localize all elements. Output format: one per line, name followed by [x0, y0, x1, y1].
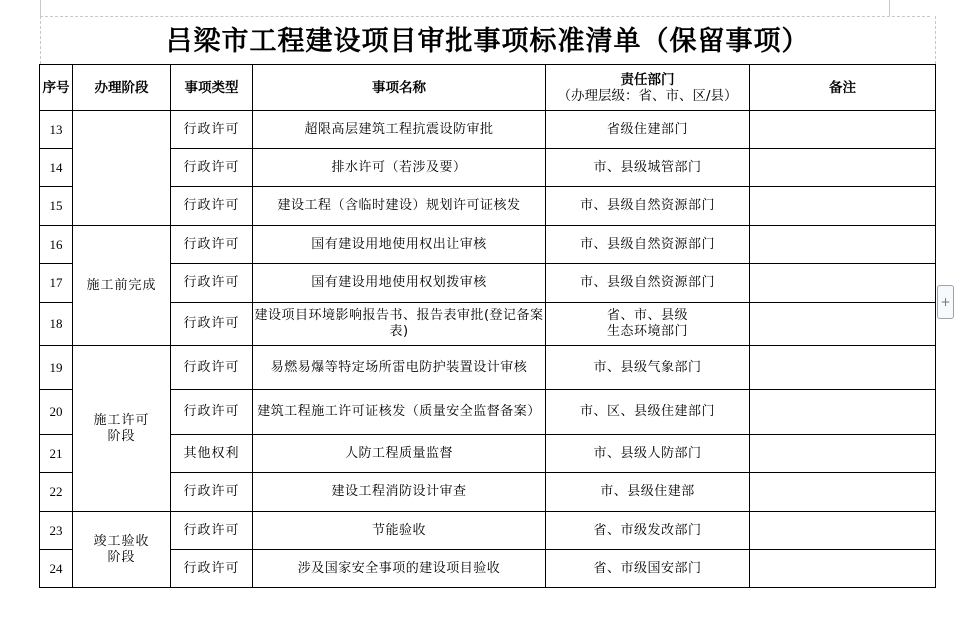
cell-type: 行政许可 — [171, 111, 253, 149]
cell-seq: 14 — [40, 149, 73, 187]
cell-note[interactable] — [750, 550, 936, 588]
cell-stage: 竣工验收阶段 — [73, 512, 171, 588]
header-seq: 序号 — [40, 65, 73, 111]
cell-dept: 市、县级人防部门 — [546, 435, 750, 473]
page-margin-guide — [889, 0, 890, 16]
page-margin-guide — [935, 16, 936, 64]
cell-item-name: 易燃易爆等特定场所雷电防护装置设计审核 — [253, 346, 546, 390]
cell-type: 行政许可 — [171, 264, 253, 303]
cell-dept: 市、县级住建部 — [546, 473, 750, 512]
cell-item-name: 建设工程（含临时建设）规划许可证核发 — [253, 187, 546, 226]
cell-dept: 省、市级国安部门 — [546, 550, 750, 588]
cell-item-name: 节能验收 — [253, 512, 546, 550]
table-row — [40, 149, 936, 187]
cell-type: 行政许可 — [171, 303, 253, 346]
cell-item-name: 超限高层建筑工程抗震设防审批 — [253, 111, 546, 149]
header-stage: 办理阶段 — [73, 65, 171, 111]
add-row-button[interactable]: + — [937, 285, 954, 319]
table-row — [40, 226, 936, 264]
cell-seq: 13 — [40, 111, 73, 149]
cell-type: 行政许可 — [171, 187, 253, 226]
cell-item-name: 国有建设用地使用权划拨审核 — [253, 264, 546, 303]
cell-seq: 22 — [40, 473, 73, 512]
cell-note[interactable] — [750, 346, 936, 390]
cell-dept: 市、县级自然资源部门 — [546, 187, 750, 226]
cell-note[interactable] — [750, 226, 936, 264]
header-note: 备注 — [750, 65, 936, 111]
cell-item-name: 国有建设用地使用权出让审核 — [253, 226, 546, 264]
cell-dept: 省、市、县级 生态环境部门 — [546, 303, 750, 346]
cell-note[interactable] — [750, 187, 936, 226]
cell-type: 行政许可 — [171, 226, 253, 264]
cell-item-name: 建设项目环境影响报告书、报告表审批(登记备案表) — [253, 303, 546, 346]
table-row — [40, 264, 936, 303]
cell-type: 其他权利 — [171, 435, 253, 473]
header-dept-sublabel: （办理层级：省、市、区/县） — [557, 87, 738, 104]
table-row — [40, 473, 936, 512]
cell-dept: 省级住建部门 — [546, 111, 750, 149]
document-title: 吕梁市工程建设项目审批事项标准清单（保留事项） — [165, 26, 810, 57]
cell-item-name: 人防工程质量监督 — [253, 435, 546, 473]
cell-note[interactable] — [750, 473, 936, 512]
cell-dept: 市、县级自然资源部门 — [546, 226, 750, 264]
cell-item-name: 排水许可（若涉及要） — [253, 149, 546, 187]
cell-seq: 24 — [40, 550, 73, 588]
cell-stage: 施工前完成 — [73, 226, 171, 346]
cell-type: 行政许可 — [171, 550, 253, 588]
cell-item-name: 建筑工程施工许可证核发（质量安全监督备案） — [253, 390, 546, 435]
cell-note[interactable] — [750, 264, 936, 303]
cell-note[interactable] — [750, 303, 936, 346]
table-row — [40, 435, 936, 473]
cell-stage — [73, 111, 171, 226]
table-row — [40, 303, 936, 346]
table-header-row — [40, 65, 936, 111]
table-row — [40, 346, 936, 390]
cell-type: 行政许可 — [171, 512, 253, 550]
cell-seq: 17 — [40, 264, 73, 303]
cell-note[interactable] — [750, 149, 936, 187]
cell-type: 行政许可 — [171, 149, 253, 187]
page-margin-guide — [40, 16, 930, 17]
header-dept — [546, 65, 750, 111]
cell-seq: 20 — [40, 390, 73, 435]
cell-note[interactable] — [750, 390, 936, 435]
cell-seq: 18 — [40, 303, 73, 346]
table-row — [40, 512, 936, 550]
cell-note[interactable] — [750, 435, 936, 473]
cell-type: 行政许可 — [171, 390, 253, 435]
cell-dept: 省、市级发改部门 — [546, 512, 750, 550]
cell-type: 行政许可 — [171, 346, 253, 390]
cell-note[interactable] — [750, 111, 936, 149]
cell-type: 行政许可 — [171, 473, 253, 512]
table-body — [40, 111, 936, 588]
cell-seq: 15 — [40, 187, 73, 226]
table-row — [40, 550, 936, 588]
cell-dept: 市、县级自然资源部门 — [546, 264, 750, 303]
page-margin-guide — [40, 0, 41, 16]
cell-dept: 市、区、县级住建部门 — [546, 390, 750, 435]
cell-item-name: 涉及国家安全事项的建设项目验收 — [253, 550, 546, 588]
cell-stage: 施工许可阶段 — [73, 346, 171, 512]
cell-dept: 市、县级气象部门 — [546, 346, 750, 390]
cell-seq: 21 — [40, 435, 73, 473]
header-type: 事项类型 — [171, 65, 253, 111]
cell-seq: 16 — [40, 226, 73, 264]
cell-item-name: 建设工程消防设计审查 — [253, 473, 546, 512]
cell-note[interactable] — [750, 512, 936, 550]
approval-items-table — [39, 64, 936, 588]
cell-seq: 23 — [40, 512, 73, 550]
cell-dept: 市、县级城管部门 — [546, 149, 750, 187]
header-name: 事项名称 — [253, 65, 546, 111]
table-row — [40, 187, 936, 226]
header-dept-label: 责任部门 — [620, 71, 675, 88]
cell-seq: 19 — [40, 346, 73, 390]
table-row — [40, 390, 936, 435]
table-row — [40, 111, 936, 149]
